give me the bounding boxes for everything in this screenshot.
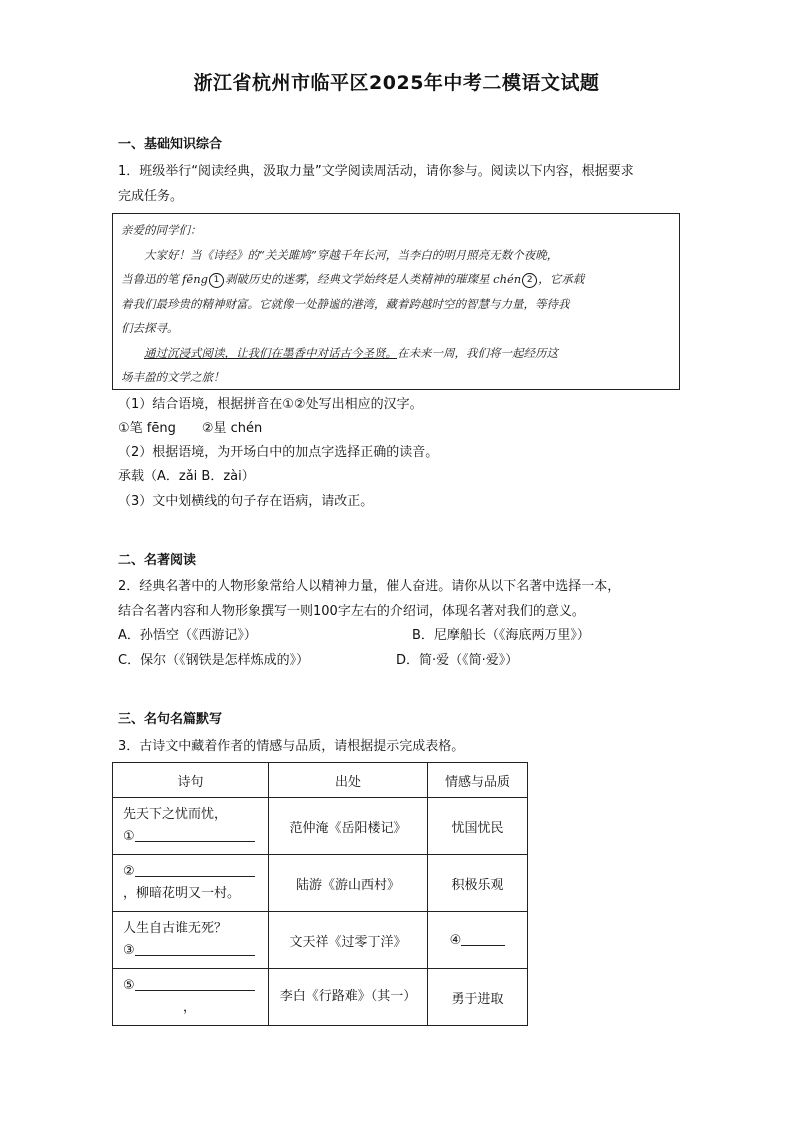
fill-blank-4[interactable] <box>461 945 505 946</box>
poem-cell: ② ，柳暗花明又一村。 <box>113 855 269 912</box>
source-cell: 李白《行路难》（其一） <box>269 969 428 1026</box>
question-1-line-2: 完成任务。 <box>118 189 184 204</box>
fill-blank-3[interactable] <box>135 955 255 956</box>
box-greeting: 亲爱的同学们： <box>121 223 202 237</box>
page-title: 浙江省杭州市临平区2025年中考二模语文试题 <box>193 72 600 94</box>
section-heading-recitation: 三、名句名篇默写 <box>118 712 223 727</box>
fill-blank-1[interactable] <box>135 841 255 842</box>
poetry-table <box>112 762 528 1026</box>
sub-question-3: （3）文中划横线的句子存在语病，请改正。 <box>118 494 374 509</box>
box-paragraph-2-line-1: 通过沉浸式阅读，让我们在墨香中对话古今圣贤。在未来一周，我们将一起经历这 <box>144 345 558 360</box>
box-paragraph-1-line-3: 着我们最珍贵的精神财富。它就像一处静谧的港湾，藏着跨越时空的智慧与力量，等待我 <box>121 296 570 311</box>
source-cell: 文天祥《过零丁洋》 <box>269 912 428 969</box>
question-2-line-1: 2．经典名著中的人物形象常给人以精神力量，催人奋进。请你从以下名著中选择一本， <box>118 579 621 594</box>
sub-question-2: （2）根据语境，为开场白中的加点字选择正确的读音。 <box>118 445 439 460</box>
table-row <box>113 969 528 1026</box>
fill-blank-2[interactable] <box>135 876 255 877</box>
section-heading-classics: 二、名著阅读 <box>118 553 197 568</box>
poem-cell: 先天下之忧而忧， ① <box>113 798 269 855</box>
fill-blank-5[interactable] <box>135 990 255 991</box>
header-source: 出处 <box>269 763 428 798</box>
option-a: A．孙悟空（《西游记》） <box>118 628 257 643</box>
table-row <box>113 798 528 855</box>
box-paragraph-1-line-1: 大家好！当《诗经》的“关关雎鸠”穿越千年长河，当李白的明月照亮无数个夜晚， <box>144 247 559 262</box>
source-cell: 范仲淹《岳阳楼记》 <box>269 798 428 855</box>
emotion-cell: 忧国忧民 <box>428 798 528 855</box>
table-row <box>113 855 528 912</box>
sub-question-1: （1）结合语境，根据拼音在①②处写出相应的汉字。 <box>118 397 423 412</box>
option-b: B．尼摩船长（《海底两万里》） <box>412 628 590 643</box>
emotion-cell: 勇于进取 <box>428 969 528 1026</box>
source-cell: 陆游《游山西村》 <box>269 855 428 912</box>
blank-mark-2: 2 <box>522 273 537 288</box>
poem-cell: ⑤ ， <box>113 969 269 1026</box>
emotion-cell: 积极乐观 <box>428 855 528 912</box>
question-1-line-1: 1．班级举行“阅读经典，汲取力量”文学阅读周活动，请你参与。阅读以下内容，根据要求 <box>118 164 634 179</box>
question-2-line-2: 结合名著内容和人物形象撰写一则100字左右的介绍词，体现名著对我们的意义。 <box>118 604 585 619</box>
emotion-cell: ④ <box>428 912 528 969</box>
section-heading-basics: 一、基础知识综合 <box>118 137 223 152</box>
table-header-row <box>113 763 528 798</box>
header-emotion: 情感与品质 <box>428 763 528 798</box>
box-paragraph-1-line-2: 当鲁迅的笔 fēng 1 剥破历史的迷雾，经典文学始终是人类精神的璀璨星 chén 2 ，它承载 <box>121 272 585 286</box>
underlined-sentence: 通过沉浸式阅读，让我们在墨香中对话古今圣贤。 <box>144 345 397 360</box>
box-paragraph-2-line-2: 场丰盈的文学之旅！ <box>121 370 225 384</box>
sub-question-2-options: 承载（A．zǎi B．zài） <box>118 469 255 484</box>
table-row <box>113 912 528 969</box>
header-poem: 诗句 <box>113 763 269 798</box>
blank-mark-1: 1 <box>209 273 224 288</box>
option-c: C．保尔（《钢铁是怎样炼成的》） <box>118 653 310 668</box>
box-paragraph-1-line-4: 们去探寻。 <box>121 321 179 335</box>
opening-speech-box <box>112 213 680 390</box>
question-3: 3．古诗文中藏着作者的情感与品质，请根据提示完成表格。 <box>118 739 465 754</box>
sub-question-1-prompt: ①笔 fēng ②星 chén <box>118 421 263 436</box>
option-d: D．简·爱（《简·爱》） <box>396 653 519 668</box>
poem-cell: 人生自古谁无死？ ③ <box>113 912 269 969</box>
